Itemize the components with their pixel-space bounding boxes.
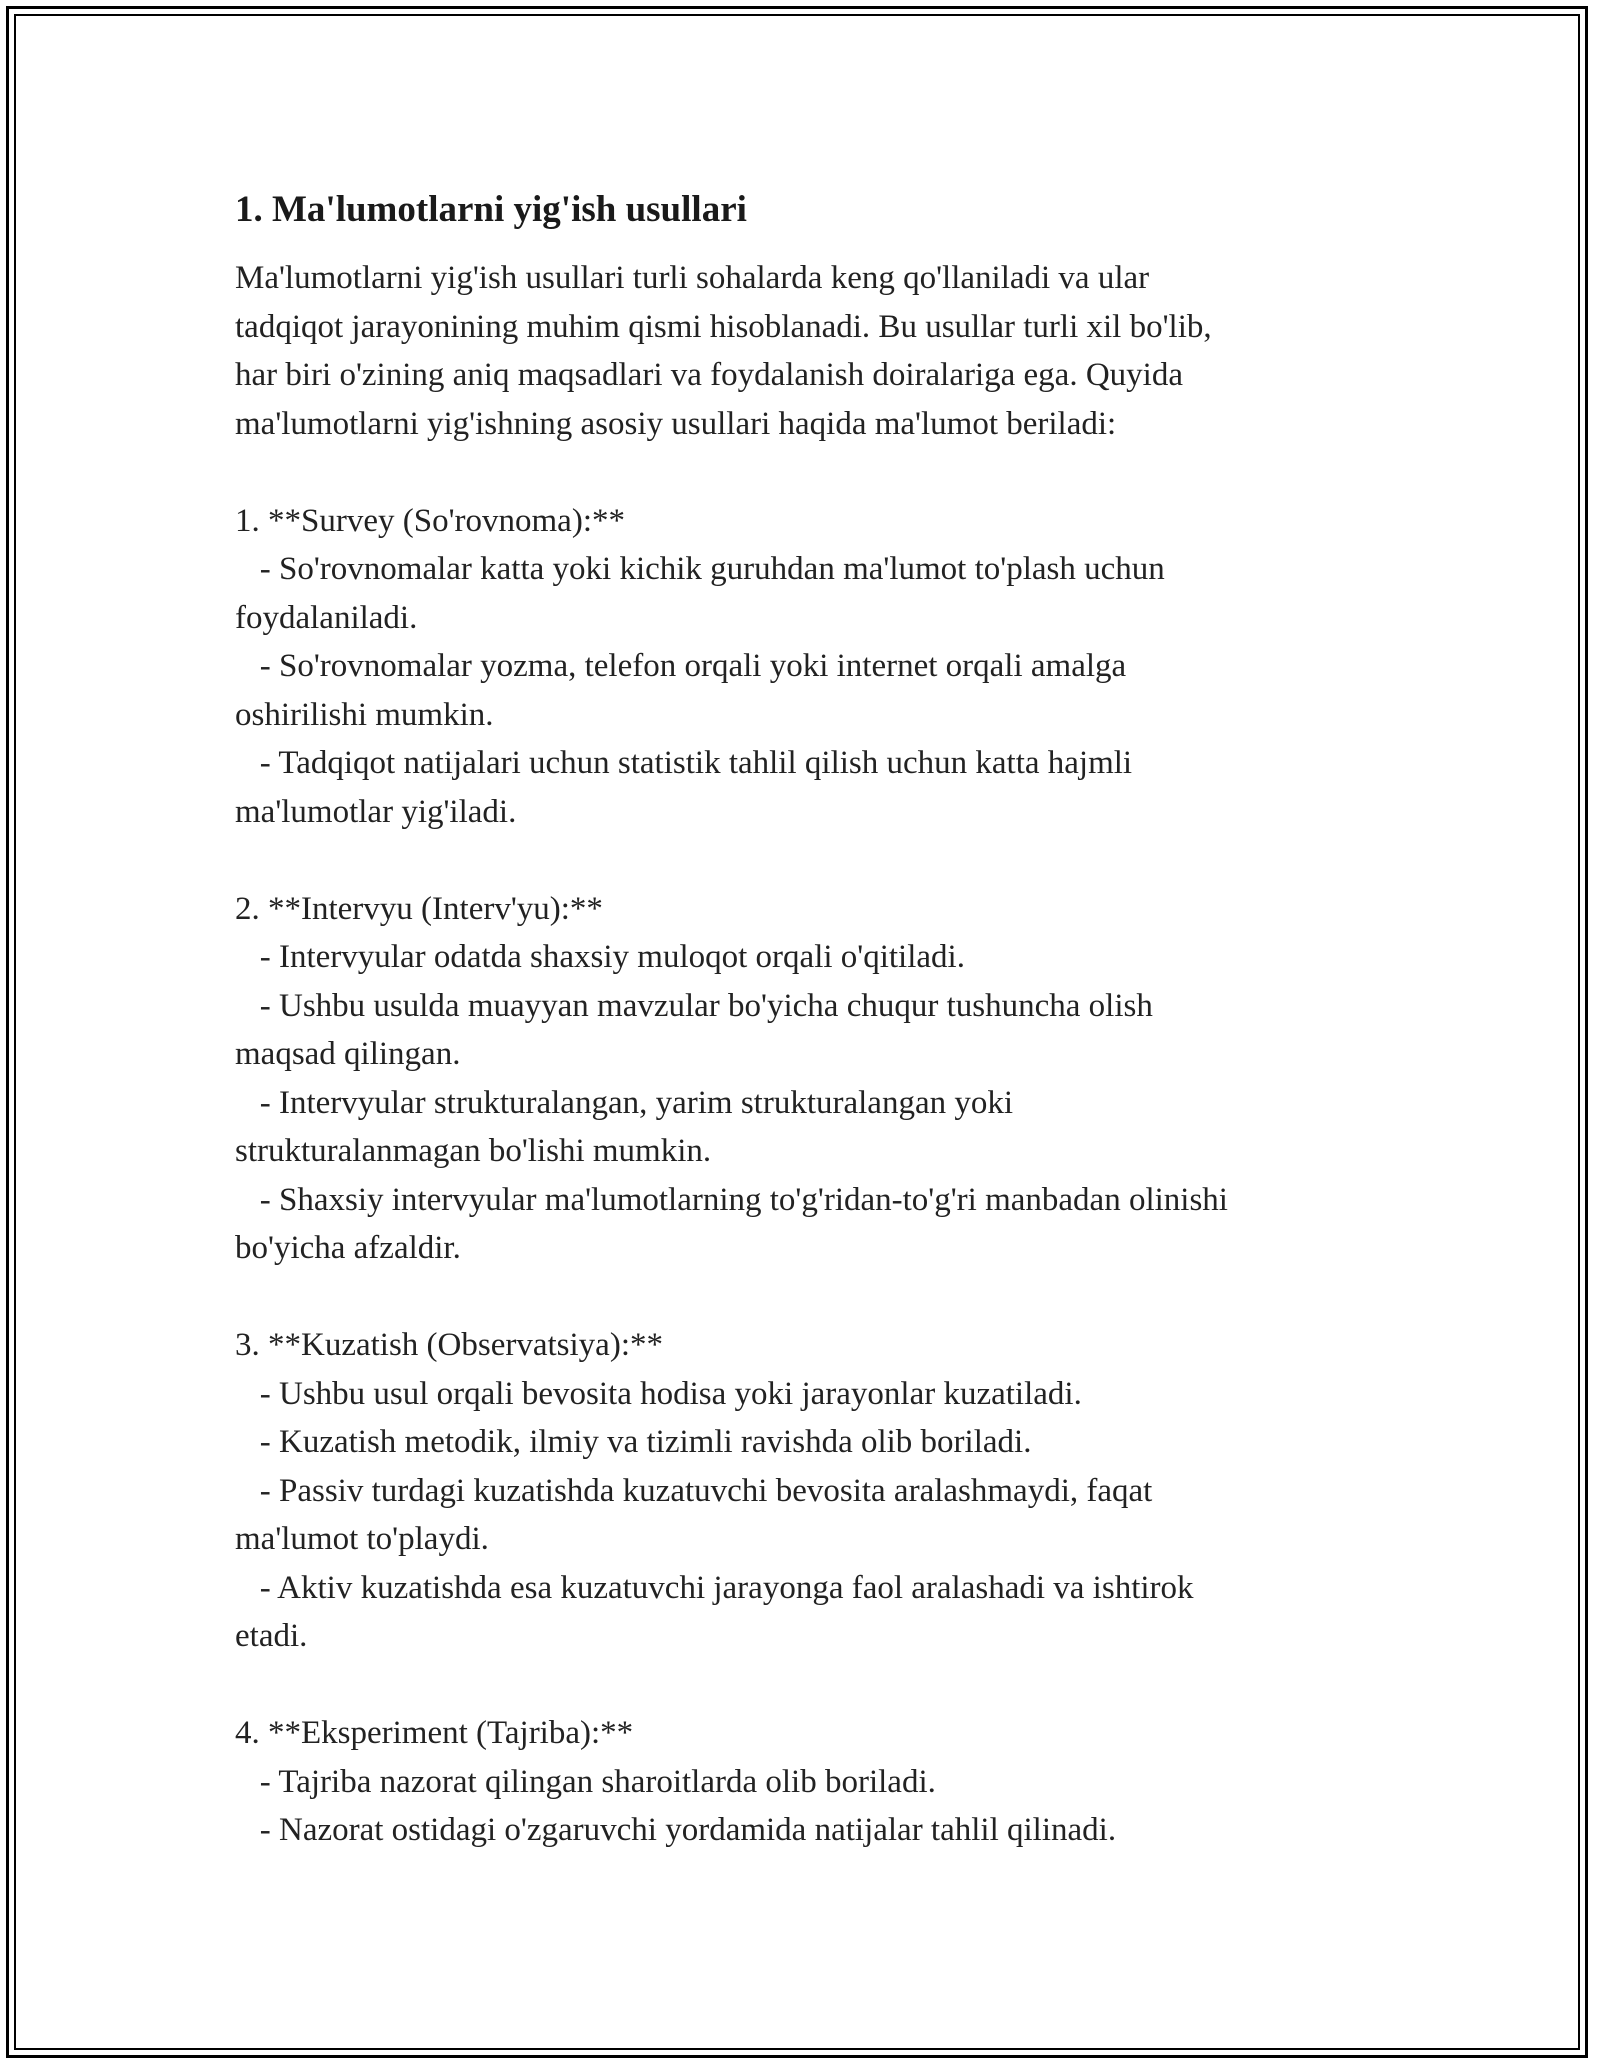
document-body-text: Ma'lumotlarni yig'ish usullari turli sohalarda keng qo'llaniladi va ular tadqiqot jarayonining muhim qismi hisoblanadi. Bu usullar turli xil bo'lib, har biri o'zining aniq maqsadlari va foydalanish doiralariga ega. Quyida ma'lumotlarni yig'ishning asosiy usullari haqida ma'lumot beriladi: 1. **Survey (So'rovnoma):** - So'rovnomalar katta yoki kichik guruhdan ma'lumot to'plash uchun foydalaniladi. - So'rovnomalar yozma, telefon orqali yoki internet orqali amalga oshirilishi mumkin. - Tadqiqot natijalari uchun statistik tahlil qilish uchun katta hajmli ma'lumotlar yig'iladi. 2. **Intervyu (Interv'yu):** - Intervyular odatda shaxsiy muloqot orqali o'qitiladi. - Ushbu usulda muayyan mavzular bo'yicha chuqur tushuncha olish maqsad qilingan. - Intervyular strukturalangan, yarim strukturalangan yoki strukturalanmagan bo'lishi mumkin. - Shaxsiy intervyular ma'lumotlarning to'g'ridan-to'g'ri manbadan olinishi bo'yicha afzaldir. 3. **Kuzatish (Observatsiya):** - Ushbu usul orqali bevosita hodisa yoki jarayonlar kuzatiladi. - Kuzatish metodik, ilmiy va tizimli ravishda olib boriladi. - Passiv turdagi kuzatishda kuzatuvchi bevosita aralashmaydi, faqat ma'lumot to'playdi. - Aktiv kuzatishda esa kuzatuvchi jarayonga faol aralashadi va ishtirok etadi. 4. **Eksperiment (Tajriba):** - Tajriba nazorat qilingan sharoitlarda olib boriladi. - Nazorat ostidagi o'zgaruvchi yordamida natijalar tahlil qilinadi. <box>235 260 1228 1848</box>
section-heading: 1. Ma'lumotlarni yig'ish usullari <box>235 189 747 230</box>
document-content <box>235 186 1370 1855</box>
